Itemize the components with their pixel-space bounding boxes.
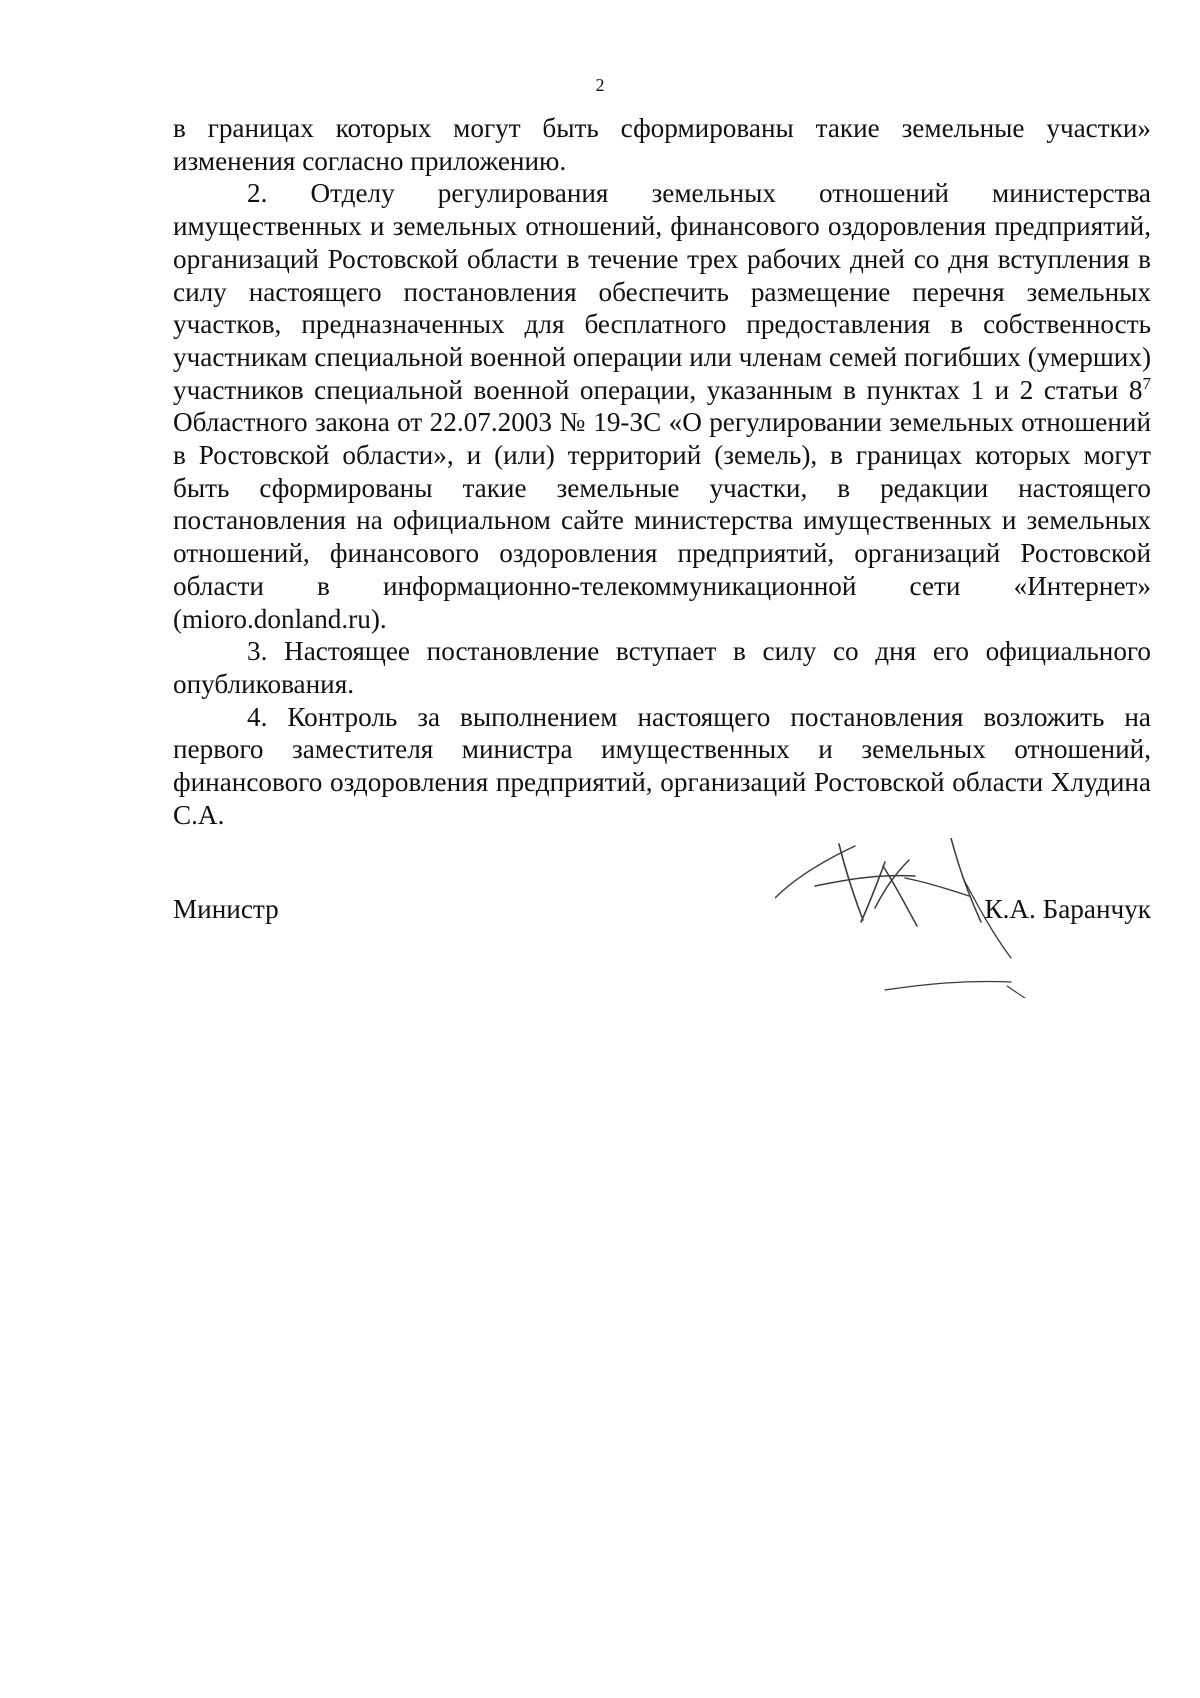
signer-title: Министр xyxy=(173,894,279,924)
article-superscript: 7 xyxy=(1142,373,1151,393)
paragraph-2-text-continued: Областного закона от 22.07.2003 № 19-ЗС «О регулировании земельных отношений в Ростовской области», и (или) территорий (земель), в границах которых могут быть сформированы такие земельные участки, в редакции настоящего постановления на официальном сайте министерства имущественных и земельных отношений, финансового оздоровления предприятий, организаций Ростовской области в информационно-телекоммуникационной сети «Интернет» (mioro.donland.ru). xyxy=(173,407,1151,634)
document-body xyxy=(173,112,1151,831)
paragraph-2-text: 2. Отделу регулирования земельных отношений министерства имущественных и земельных отношений, финансового оздоровления предприятий, организаций Ростовской области в течение трех рабочих дней со дня вступления в силу настоящего постановления обеспечить размещение перечня земельных участков, предназначенных для бесплатного предоставления в собственность участникам специальной военной операции или членам семей погибших (умерших) участников специальной военной операции, указанным в пунктах 1 и 2 статьи 8 xyxy=(173,178,1151,405)
paragraph-4: 4. Контроль за выполнением настоящего постановления возложить на первого заместителя министра имущественных и земельных отношений, финансового оздоровления предприятий, организаций Ростовской области Хлудина С.А. xyxy=(173,701,1151,830)
paragraph-2 xyxy=(173,177,1151,635)
page-number: 2 xyxy=(595,75,605,95)
paragraph-3: 3. Настоящее постановление вступает в силу со дня его официального опубликования. xyxy=(173,636,1151,699)
signer-name: К.А. Баранчук xyxy=(984,894,1151,924)
paragraph-1-continuation: в границах которых могут быть сформированы такие земельные участки» изменения согласно приложению. xyxy=(173,113,1151,176)
signature-block xyxy=(173,892,1151,926)
